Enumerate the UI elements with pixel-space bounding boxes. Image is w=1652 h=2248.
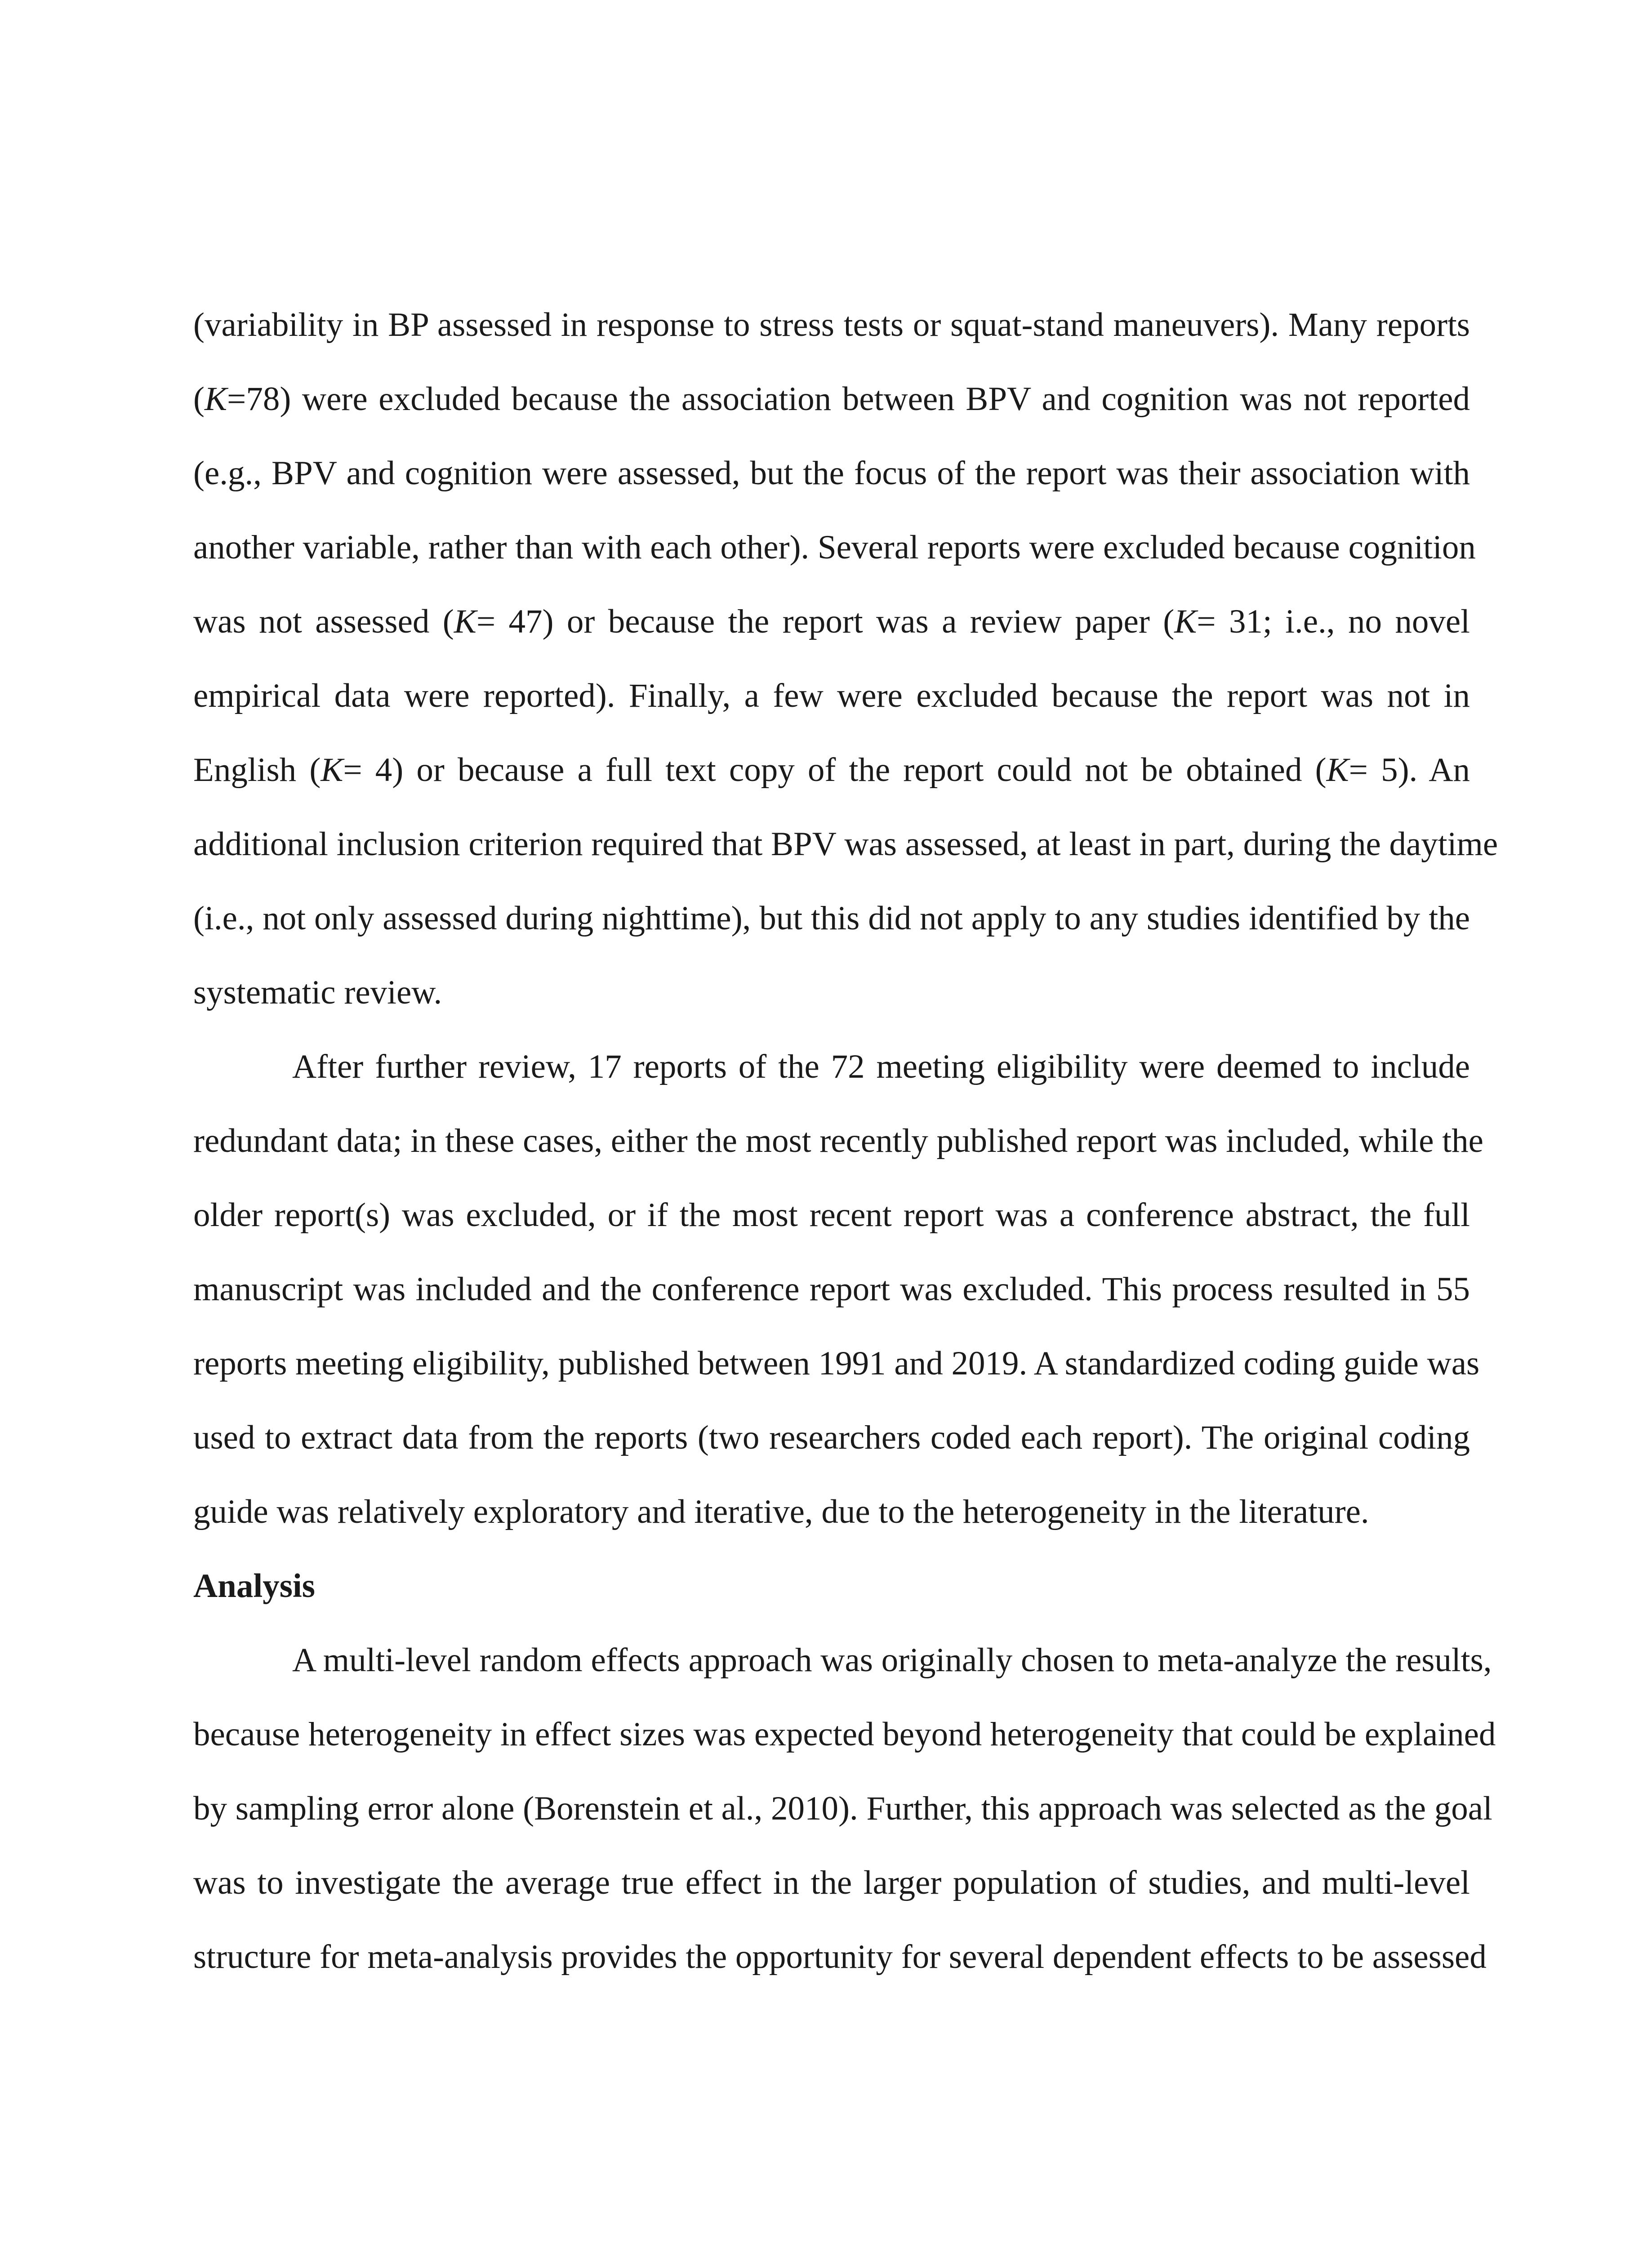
text-segment: structure for meta-analysis provides the opportunity for several dependent effects to be assessed [193, 1938, 1487, 1976]
text-segment: = 31; i.e., no novel [1197, 603, 1470, 640]
text-line [193, 1920, 1487, 1994]
text-segment: systematic review. [193, 974, 442, 1011]
text-segment: =78) were excluded because the association between BPV and cognition was not reported [227, 380, 1470, 418]
text-line [193, 1326, 1480, 1401]
text-segment: English ( [193, 751, 321, 789]
text-segment: = 4) or because a full text copy of the report could not be obtained ( [343, 751, 1327, 789]
text-segment: = 47) or because the report was a review paper ( [476, 603, 1175, 640]
text-segment: additional inclusion criterion required that BPV was assessed, at least in part, during the daytime [193, 825, 1498, 863]
text-line [193, 1771, 1492, 1846]
text-line [193, 733, 1470, 807]
text-segment: A multi-level random effects approach was originally chosen to meta-analyze the results, [292, 1641, 1492, 1679]
text-line [193, 881, 1470, 955]
text-line [193, 510, 1476, 584]
text-segment: redundant data; in these cases, either the most recently published report was included, while the [193, 1122, 1483, 1160]
text-segment: guide was relatively exploratory and iterative, due to the heterogeneity in the literature. [193, 1493, 1369, 1530]
text-line [193, 1252, 1470, 1326]
italic-symbol: K [1326, 751, 1349, 789]
text-segment: another variable, rather than with each other). Several reports were excluded because cognition [193, 529, 1476, 566]
text-segment: was to investigate the average true effect in the larger population of studies, and multi-level [193, 1864, 1470, 1901]
text-line [193, 1104, 1483, 1178]
text-segment: ( [193, 380, 205, 418]
text-line [193, 659, 1470, 733]
paragraph [193, 288, 1498, 1030]
text-segment: After further review, 17 reports of the 72 meeting eligibility were deemed to include [292, 1048, 1470, 1085]
paragraph [193, 1623, 1496, 1994]
text-segment: (i.e., not only assessed during nighttime), but this did not apply to any studies identified by the [193, 900, 1470, 937]
text-line [193, 584, 1470, 659]
text-segment: empirical data were reported). Finally, a few were excluded because the report was not in [193, 677, 1470, 714]
text-line [193, 1697, 1496, 1771]
text-segment: reports meeting eligibility, published between 1991 and 2019. A standardized coding guide was [193, 1345, 1480, 1382]
italic-symbol: K [321, 751, 343, 789]
text-line [193, 288, 1470, 362]
text-segment: (e.g., BPV and cognition were assessed, but the focus of the report was their association with [193, 455, 1470, 492]
text-line [193, 1846, 1470, 1920]
text-segment: used to extract data from the reports (two researchers coded each report). The original coding [193, 1419, 1470, 1456]
text-segment: = 5). An [1349, 751, 1470, 789]
text-line [193, 1030, 1470, 1104]
paragraph [193, 1030, 1483, 1549]
text-segment: (variability in BP assessed in response to stress tests or squat-stand maneuvers). Many reports [193, 306, 1470, 343]
text-line [193, 362, 1470, 436]
section-heading: Analysis [193, 1567, 315, 1605]
text-line [193, 436, 1470, 510]
text-line [193, 1178, 1470, 1252]
text-line [193, 807, 1498, 881]
italic-symbol: K [1174, 603, 1197, 640]
text-segment: by sampling error alone (Borenstein et al., 2010). Further, this approach was selected as the goal [193, 1790, 1492, 1827]
text-line [193, 1623, 1492, 1697]
text-segment: manuscript was included and the conference report was excluded. This process resulted in 55 [193, 1271, 1470, 1308]
text-segment: was not assessed ( [193, 603, 454, 640]
italic-symbol: K [454, 603, 476, 640]
text-segment: older report(s) was excluded, or if the most recent report was a conference abstract, the full [193, 1196, 1470, 1234]
text-line [193, 1401, 1470, 1475]
italic-symbol: K [204, 380, 227, 418]
text-line [193, 955, 1470, 1030]
text-line [193, 1475, 1470, 1549]
text-segment: because heterogeneity in effect sizes was expected beyond heterogeneity that could be explained [193, 1716, 1496, 1753]
body-text [193, 288, 1498, 1994]
